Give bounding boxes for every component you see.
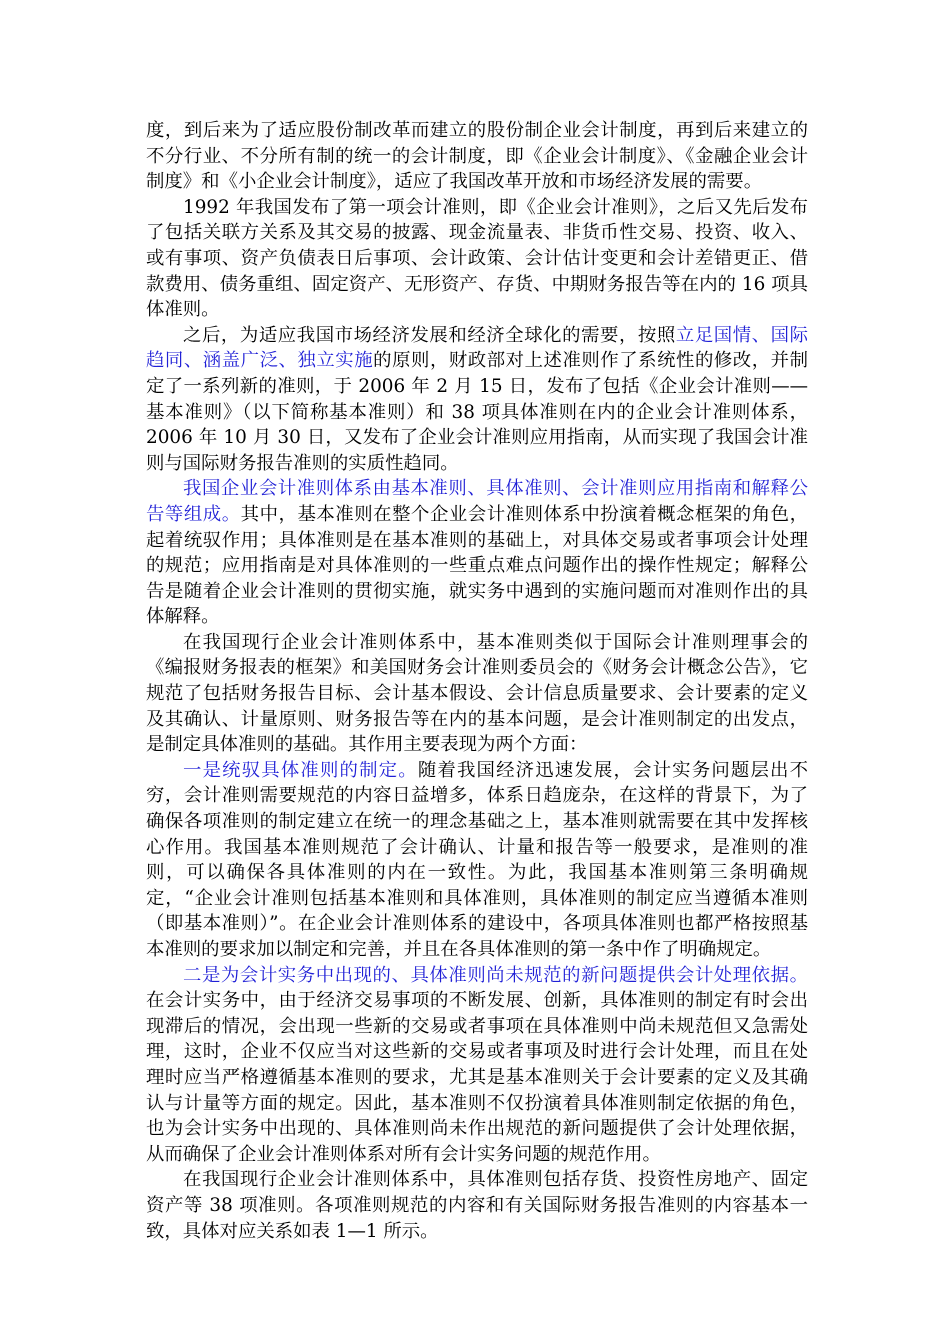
highlighted-text: 二是为会计实务中出现的、具体准则尚未规范的新问题提供会计处理依据。 (183, 964, 808, 986)
paragraph (146, 758, 808, 963)
highlighted-text: 我国企业会计准则体系由基本准则、具体准则、会计准则应用指南和解释公告等组成。 (146, 478, 808, 525)
body-text: 在会计实务中，由于经济交易事项的不断发展、创新，具体准则的制定有时会出现滞后的情况，会出现一些新的交易或者事项在具体准则中尚未规范但又急需处理，这时，企业不仅应当对这些新的交易或者事项及时进行会计处理，而且在处理时应当严格遵循基本准则的要求，尤其是基本准则关于会计要素的定义及其确认与计量等方面的规定。因此，基本准则不仅扮演着具体准则制定依据的角色，也为会计实务中出现的、具体准则尚未作出规范的新问题提供了会计处理依据，从而确保了企业会计准则体系对所有会计实务问题的规范作用。 (146, 990, 808, 1165)
paragraph (146, 195, 808, 323)
paragraph (146, 476, 808, 630)
highlighted-text: 一是统驭具体准则的制定。 (183, 759, 418, 781)
paragraph (146, 630, 808, 758)
document-body (146, 118, 808, 1244)
paragraph (146, 1167, 808, 1244)
highlighted-text: 立足国情、国际趋同、涵盖广泛、独立实施 (146, 324, 808, 372)
body-text: 1992 年我国发布了第一项会计准则，即《企业会计准则》，之后又先后发布了包括关联方关系及其交易的披露、现金流量表、非货币性交易、投资、收入、或有事项、资产负债表日后事项、会计政策、会计估计变更和会计差错更正、借款费用、债务重组、固定资产、无形资产、存货、中期财务报告等在内的 16 项具体准则。 (146, 196, 808, 321)
paragraph (146, 118, 808, 195)
paragraph (146, 963, 808, 1168)
body-text: 之后，为适应我国市场经济发展和经济全球化的需要，按照 (183, 324, 676, 346)
body-text: 在我国现行企业会计准则体系中，具体准则包括存货、投资性房地产、固定资产等 38 项准则。各项准则规范的内容和有关国际财务报告准则的内容基本一致，具体对应关系如表 1—1 所示。 (146, 1169, 808, 1242)
paragraph (146, 323, 808, 477)
body-text: 在我国现行企业会计准则体系中，基本准则类似于国际会计准则理事会的《编报财务报表的框架》和美国财务会计准则委员会的《财务会计概念公告》，它规范了包括财务报告目标、会计基本假设、会计信息质量要求、会计要素的定义及其确认、计量原则、财务报告等在内的基本问题，是会计准则制定的出发点，是制定具体准则的基础。其作用主要表现为两个方面： (146, 631, 808, 756)
body-text: 度，到后来为了适应股份制改革而建立的股份制企业会计制度，再到后来建立的不分行业、不分所有制的统一的会计制度，即《企业会计制度》、《金融企业会计制度》和《小企业会计制度》，适应了我国改革开放和市场经济发展的需要。 (146, 120, 808, 193)
body-text: 其中，基本准则在整个企业会计准则体系中扮演着概念框架的角色，起着统驭作用；具体准则是在基本准则的基础上，对具体交易或者事项会计处理的规范；应用指南是对具体准则的一些重点难点问题作出的操作性规定；解释公告是随着企业会计准则的贯彻实施，就实务中遇到的实施问题而对准则作出的具体解释。 (146, 503, 808, 628)
body-text: 的原则，财政部对上述准则作了系统性的修改，并制定了一系列新的准则，于 2006 年 2 月 15 日，发布了包括《企业会计准则——基本准则》（以下简称基本准则）和 38 项具体准则在内的企业会计准则体系，2006 年 10 月 30 日，又发布了企业会计准则应用指南，从而实现了我国会计准则与国际财务报告准则的实质性趋同。 (146, 350, 808, 474)
body-text: 随着我国经济迅速发展，会计实务问题层出不穷，会计准则需要规范的内容日益增多，体系日趋庞杂，在这样的背景下，为了确保各项准则的制定建立在统一的理念基础之上，基本准则就需要在其中发挥核心作用。我国基本准则规范了会计确认、计量和报告等一般要求，是准则的准则，可以确保各具体准则的内在一致性。为此，我国基本准则第三条明确规定，“企业会计准则包括基本准则和具体准则，具体准则的制定应当遵循本准则（即基本准则）”。在企业会计准则体系的建设中，各项具体准则也都严格按照基本准则的要求加以制定和完善，并且在各具体准则的第一条中作了明确规定。 (146, 759, 808, 960)
